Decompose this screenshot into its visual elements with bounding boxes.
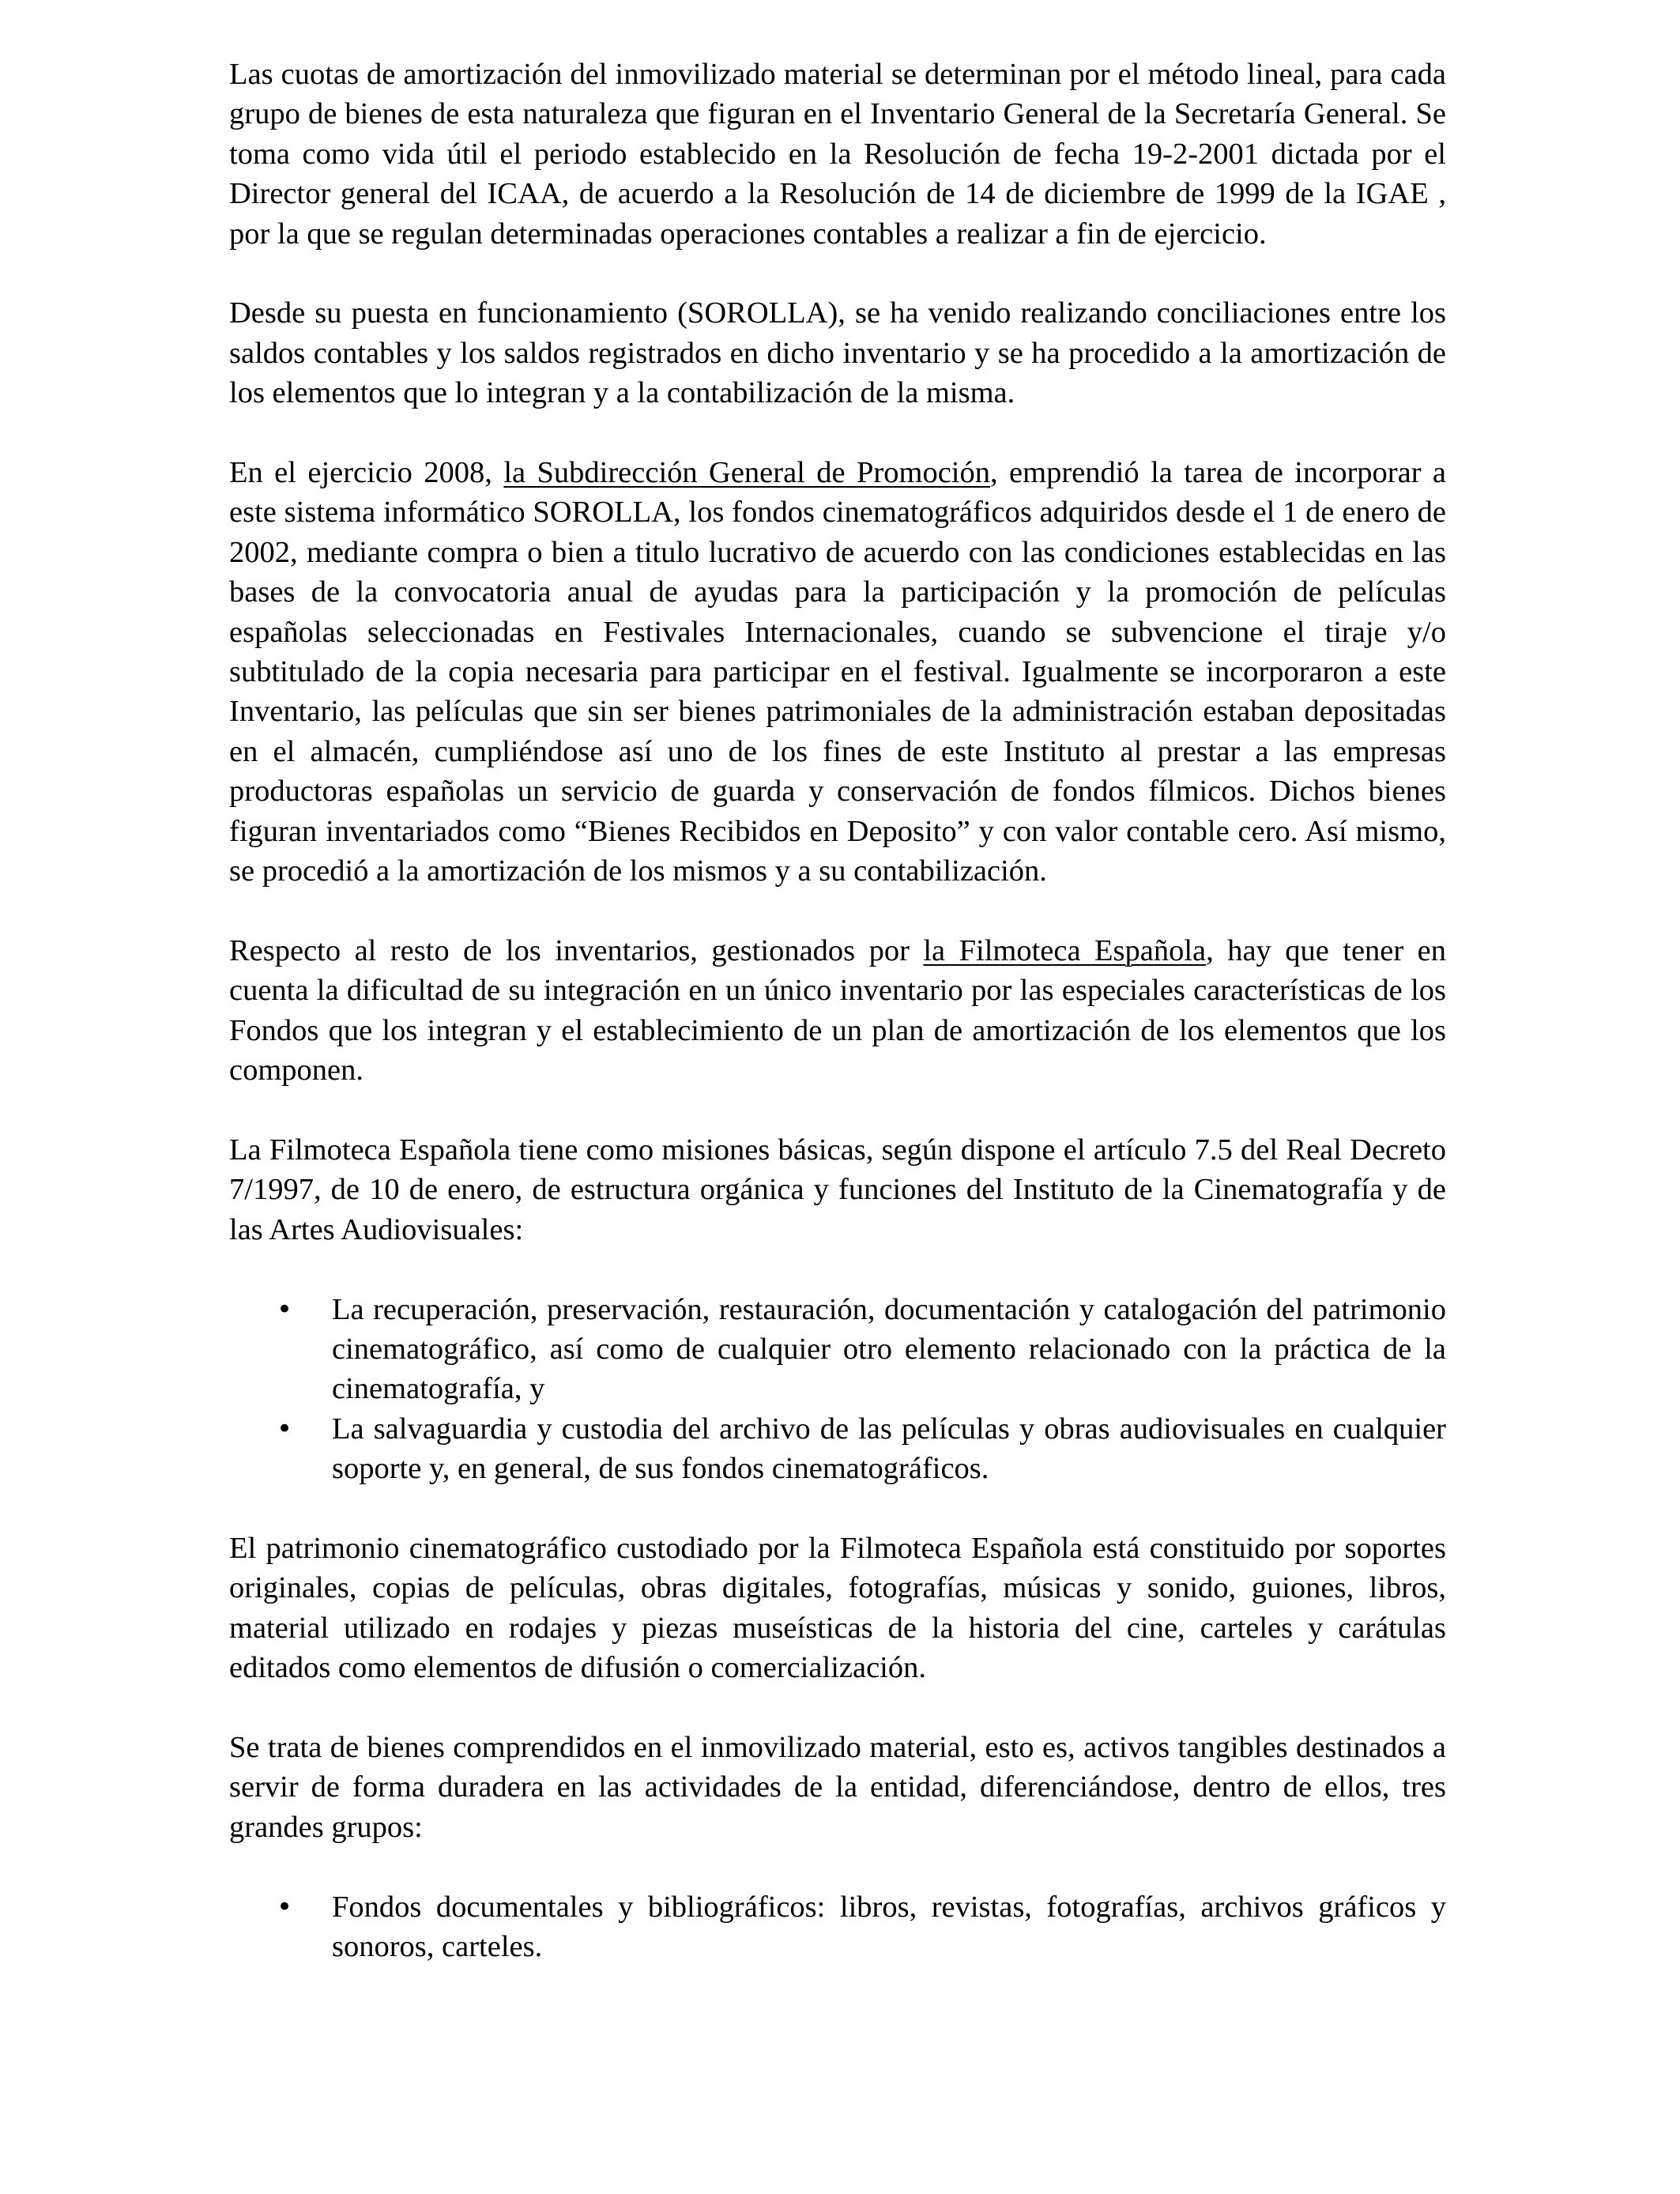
document-page (229, 55, 1446, 2007)
underlined-subdireccion: la Subdirección General de Promoción (503, 456, 990, 490)
paragraph-promotion-inventory (229, 453, 1446, 891)
missions-list (229, 1290, 1446, 1489)
bullet-icon: • (277, 1891, 293, 1923)
paragraph-asset-groups: Se trata de bienes comprendidos en el inmovilizado material, esto es, activos tangibles destinados a servir de forma duradera en las actividades de la entidad, diferenciándose, dentro de ellos, tres grandes grupos: (229, 1730, 1446, 1844)
paragraph-text: , hay que tener en cuenta la dificultad de su integración en un único inventario por las especiales características de los Fondos que los integran y el establecimiento de un plan de amortización de los elementos que los componen. (229, 933, 1446, 1088)
list-item (229, 1409, 1446, 1489)
paragraph-heritage: El patrimonio cinematográfico custodiado por la Filmoteca Española está constituido por soportes originales, copias de películas, obras digitales, fotografías, músicas y sonido, guiones, libros, material utilizado en rodajes y piezas museísticas de la historia del cine, carteles y carátulas editados como elementos de difusión o comercialización. (229, 1531, 1446, 1685)
paragraph-sorolla-reconciliation: Desde su puesta en funcionamiento (SOROLLA), se ha venido realizando conciliaciones entre los saldos contables y los saldos registrados en dicho inventario y se ha procedido a la amortización de los elementos que lo integran y a la contabilización de la misma. (229, 296, 1446, 410)
bullet-icon: • (277, 1293, 293, 1325)
paragraph-amortization-method: Las cuotas de amortización del inmovilizado material se determinan por el método lineal, para cada grupo de bienes de esta naturaleza que figuran en el Inventario General de la Secretaría General. Se toma como vida útil el periodo establecido en la Resolución de fecha 19-2-2001 dictada por el Director general del ICAA, de acuerdo a la Resolución de 14 de diciembre de 1999 de la IGAE , por la que se regulan determinadas operaciones contables a realizar a fin de ejercicio. (229, 58, 1446, 251)
paragraph-text: , emprendió la tarea de incorporar a este sistema informático SOROLLA, los fondos cinematográficos adquiridos desde el 1 de enero de 2002, mediante compra o bien a titulo lucrativo de acuerdo con las condiciones establecidas en las bases de la convocatoria anual de ayudas para la participación y la promoción de películas españolas seleccionadas en Festivales Internacionales, cuando se subvencione el tiraje y/o subtitulado de la copia necesaria para participar en el festival. Igualmente se incorporaron a este Inventario, las películas que sin ser bienes patrimoniales de la administración estaban depositadas en el almacén, cumpliéndose así uno de los fines de este Instituto al prestar a las empresas productoras españolas un servicio de guarda y conservación de fondos fílmicos. Dichos bienes figuran inventariados como “Bienes Recibidos en Deposito” y con valor contable cero. Así mismo, se procedió a la amortización de los mismos y a su contabilización. (229, 456, 1447, 888)
paragraph-text: En el ejercicio 2008, (229, 456, 504, 490)
list-item (229, 1887, 1446, 1967)
list-item-text: La salvaguardia y custodia del archivo de las películas y obras audiovisuales en cualquier soporte y, en general, de sus fondos cinematográficos. (332, 1412, 1446, 1486)
list-item (229, 1290, 1446, 1409)
list-item-text: La recuperación, preservación, restauración, documentación y catalogación del patrimonio cinematográfico, así como de cualquier otro elemento relacionado con la práctica de la cinematografía, y (332, 1292, 1446, 1406)
asset-groups-list (229, 1887, 1446, 1967)
paragraph-filmoteca-missions: La Filmoteca Española tiene como misiones básicas, según dispone el artículo 7.5 del Real Decreto 7/1997, de 10 de enero, de estructura orgánica y funciones del Instituto de la Cinematografía y de las Artes Audiovisuales: (229, 1133, 1446, 1246)
list-item-text: Fondos documentales y bibliográficos: libros, revistas, fotografías, archivos gráficos y sonoros, carteles. (332, 1890, 1446, 1963)
bullet-icon: • (277, 1412, 293, 1445)
underlined-filmoteca: la Filmoteca Española (923, 933, 1207, 967)
paragraph-filmoteca-inventories (229, 931, 1446, 1091)
paragraph-text: Respecto al resto de los inventarios, gestionados por (229, 933, 924, 967)
